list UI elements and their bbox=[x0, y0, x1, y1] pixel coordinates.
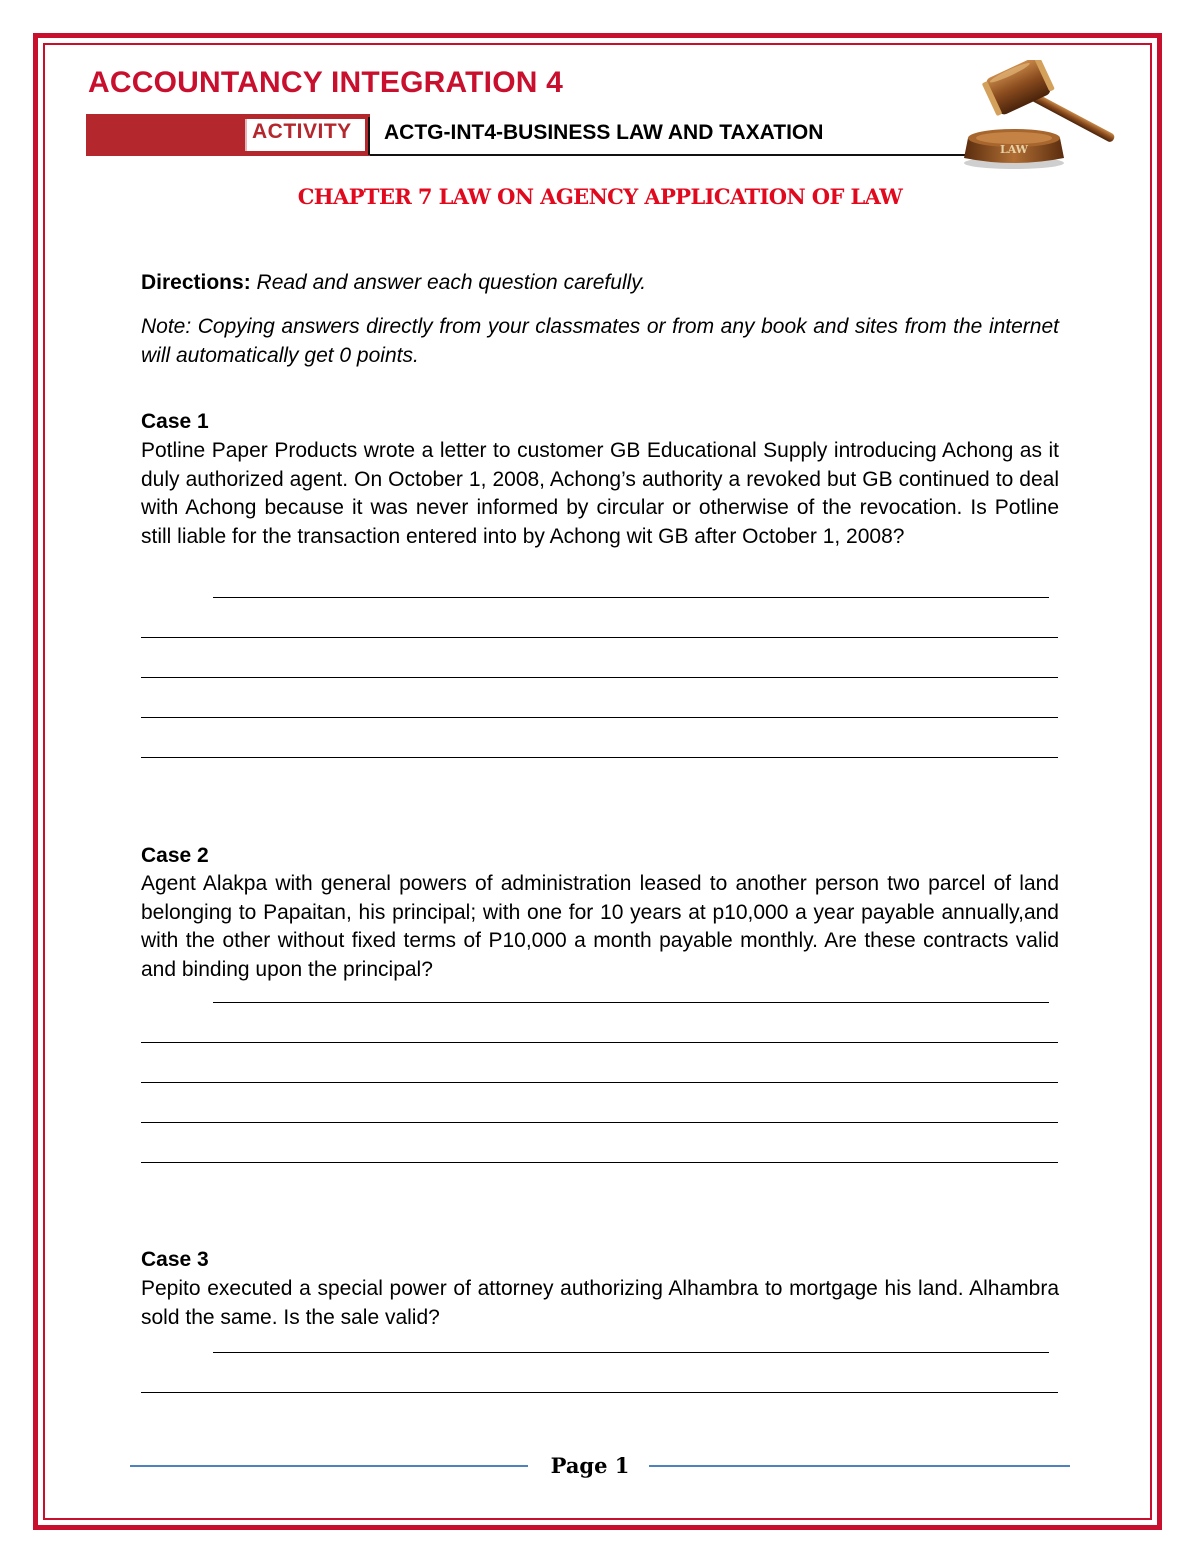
directions bbox=[141, 269, 1059, 298]
gavel-logo-icon bbox=[960, 60, 1132, 170]
answer-line[interactable] bbox=[141, 1392, 1058, 1393]
directions-text: Read and answer each question carefully. bbox=[256, 271, 647, 294]
answer-line[interactable] bbox=[213, 1352, 1049, 1353]
answer-line[interactable] bbox=[141, 757, 1058, 758]
answer-line[interactable] bbox=[141, 637, 1058, 638]
case-3-title: Case 3 bbox=[141, 1248, 209, 1271]
note: Note: Copying answers directly from your classmates or from any book and sites from the internet will automatically get 0 points. bbox=[141, 315, 1059, 367]
page-number: Page 1 bbox=[550, 1453, 630, 1478]
chapter-title: CHAPTER 7 LAW ON AGENCY APPLICATION OF LAW bbox=[297, 184, 903, 209]
case-2-title: Case 2 bbox=[141, 844, 209, 867]
answer-line[interactable] bbox=[141, 1082, 1058, 1083]
case-3-question: Pepito executed a special power of attorney authorizing Alhambra to mortgage his land. Alhambra sold the same. Is the sale valid? bbox=[141, 1277, 1059, 1329]
answer-line[interactable] bbox=[141, 717, 1058, 718]
footer-rule-left bbox=[130, 1465, 528, 1467]
activity-label: ACTIVITY bbox=[252, 120, 352, 143]
answer-line[interactable] bbox=[213, 1002, 1049, 1003]
case-1-title: Case 1 bbox=[141, 410, 209, 433]
course-title: ACCOUNTANCY INTEGRATION 4 bbox=[88, 66, 564, 99]
subject-title: ACTG-INT4-BUSINESS LAW AND TAXATION bbox=[384, 121, 824, 144]
directions-label: Directions: bbox=[141, 271, 251, 294]
case-2-question: Agent Alakpa with general powers of administration leased to another person two parcel of land belonging to Papaitan, his principal; with one for 10 years at p10,000 a year payable annually,and with the other without fixed terms of P10,000 a month payable monthly. Are these contracts valid and binding upon the principal? bbox=[141, 872, 1059, 981]
answer-line[interactable] bbox=[213, 597, 1049, 598]
header-separator bbox=[368, 117, 370, 155]
header-rule bbox=[370, 154, 970, 156]
gavel-logo-text: LAW bbox=[999, 143, 1029, 156]
answer-line[interactable] bbox=[141, 1122, 1058, 1123]
answer-line[interactable] bbox=[141, 1042, 1058, 1043]
footer-rule-right bbox=[649, 1465, 1070, 1467]
answer-line[interactable] bbox=[141, 677, 1058, 678]
answer-line[interactable] bbox=[141, 1162, 1058, 1163]
case-1-question: Potline Paper Products wrote a letter to customer GB Educational Supply introducing Achong as it duly authorized agent. On October 1, 2008, Achong’s authority a revoked but GB continued to deal with Achong because it was never informed by circular or otherwise of the revocation. Is Potline still liable for the transaction entered into by Achong wit GB after October 1, 2008? bbox=[141, 439, 1059, 548]
